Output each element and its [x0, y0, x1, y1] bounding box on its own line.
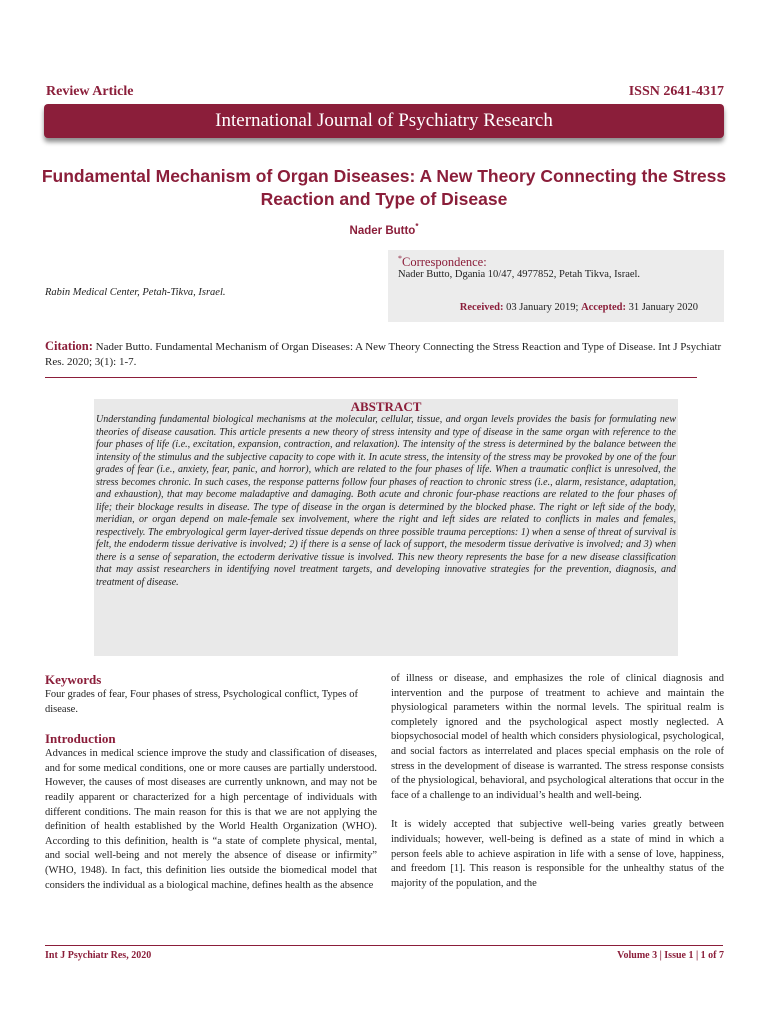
correspondence-heading — [398, 254, 487, 270]
author-name — [0, 222, 768, 237]
issn-label: ISSN 2641-4317 — [628, 84, 724, 99]
abstract-box — [94, 399, 678, 656]
citation-label: Citation: — [45, 339, 93, 353]
correspondence-label: Correspondence: — [402, 255, 487, 270]
author-mark: * — [415, 222, 419, 231]
accepted-date: 31 January 2020 — [628, 302, 698, 313]
correspondence-address: Nader Butto, Dgania 10/47, 4977852, Petah Tikva, Israel. — [398, 269, 641, 280]
right-column — [391, 672, 724, 891]
introduction-paragraph-2: It is widely accepted that subjective well-being varies greatly between individuals; however, well-being is defined as a state of mind in which a person feels able to achieve aspiration in life with a sense of love, happiness, and freedom [1]. This reason is responsible for the unhealthy status of the majority of the population, and the — [391, 819, 724, 889]
header-row — [46, 84, 724, 102]
citation-text: Nader Butto. Fundamental Mechanism of Organ Diseases: A New Theory Connecting the Stress Reaction and Type of Disease. Int J Psychiatr Res. 2020; 3(1): 1-7. — [45, 341, 722, 368]
correspondence-box — [388, 250, 724, 322]
author-name-text: Nader Butto — [349, 224, 416, 237]
introduction-paragraph-1-continued: of illness or disease, and emphasizes the role of clinical diagnosis and intervention and the purpose of treatment to achieve and maintain the physiological parameters within the normal levels. The spiritual realm is completely ignored and the psychological aspect mostly neglected. A biopsychosocial model of health which considers physiological, psychological, and social factors as interrelated and places special emphasis on the role of stress in the development of disease is warranted. The stress response consists of the physiological, behavioral, and psychological alterations that occur in the face of a challenge to an individual’s health and well-being. — [391, 673, 724, 801]
article-type-label: Review Article — [46, 84, 134, 99]
abstract-heading: ABSTRACT — [350, 399, 422, 414]
introduction-paragraph-1: Advances in medical science improve the study and classification of diseases, and for some medical conditions, one or more causes are partially understood. However, the causes of most diseases are currently unknown, and may not be readily apparent or characterized for a high percentage of individuals with different conditions. The main reason for this is that we are not applying the definition of health established by the World Health Organization (WHO). According to this definition, health is “a state of complete physical, mental, and social well-being and not merely the absence of disease or infirmity” (WHO, 1948). In fact, this definition lies outside the biomedical model that considers the individual as a biological machine, defines health as the absence — [45, 748, 377, 891]
article-dates — [460, 302, 698, 313]
keywords-heading: Keywords — [45, 672, 102, 687]
correspondence-mark: * — [398, 254, 402, 263]
footer-journal: Int J Psychiatr Res, 2020 — [45, 950, 152, 961]
citation-divider — [45, 377, 697, 378]
introduction-heading: Introduction — [45, 731, 116, 747]
footer-volume-info: Volume 3 | Issue 1 | 1 of 7 — [617, 950, 724, 961]
keywords-text: Four grades of fear, Four phases of stress, Psychological conflict, Types of disease. — [45, 689, 359, 715]
journal-title: International Journal of Psychiatry Research — [215, 110, 553, 131]
paper-title: Fundamental Mechanism of Organ Diseases: A New Theory Connecting the Stress Reaction and Type of Disease — [41, 166, 727, 209]
citation — [45, 339, 725, 370]
accepted-label: Accepted: — [581, 302, 626, 313]
received-date: 03 January 2019; — [506, 302, 579, 313]
left-column — [45, 672, 377, 893]
footer-divider — [45, 945, 723, 946]
journal-banner — [44, 104, 724, 138]
author-affiliation: Rabin Medical Center, Petah-Tikva, Israel. — [45, 287, 226, 298]
received-label: Received: — [459, 302, 504, 313]
abstract-text: Understanding fundamental biological mechanisms at the molecular, cellular, tissue, and organ levels provides the basis for formulating new theories of disease causation. This article presents a new theory of stress intensity and type of disease in the same organ with reference to the four phases of life (i.e., excitation, expansion, contraction, and relaxation). The intensity of the stress is determined by the balance between the intensity of the stimulus and the subjective capacity to cope with it. In acute stress, the intensity of the stress may be provoked by one of the four grades of fear (i.e., anxiety, fear, panic, and horror), which are related to the four phases of life. When a traumatic conflict is unresolved, the stress becomes chronic. In such cases, the response patterns follow four phases of reaction to chronic stress (i.e., alarm, resistance, adaptation, and exhaustion), that may become maladaptive and damaging. Both acute and chronic four-phase reactions are related to the four phases of life; their blockage results in disease. The type of disease in the organ is determined by the blocked phase. The right or left side of the body, meridian, or organ depend on male-female sex involvement, where the right and left sides are related to conflicts in males and females, respectively. The embryological germ layer-derived tissue depends on three possible trauma perceptions: 1) when a sense of threat of survival is felt, the endoderm tissue derivative is involved; 2) if there is a sense of lack of support, the mesoderm tissue derivative is involved; and 3) when there is a sense of separation, the ectoderm derivative tissue is involved. This new theory represents the base for a new disease classification that may assist researchers in identifying novel treatment targets, and developing innovative strategies for the prevention, diagnosis, and treatment of disease. — [96, 414, 676, 588]
